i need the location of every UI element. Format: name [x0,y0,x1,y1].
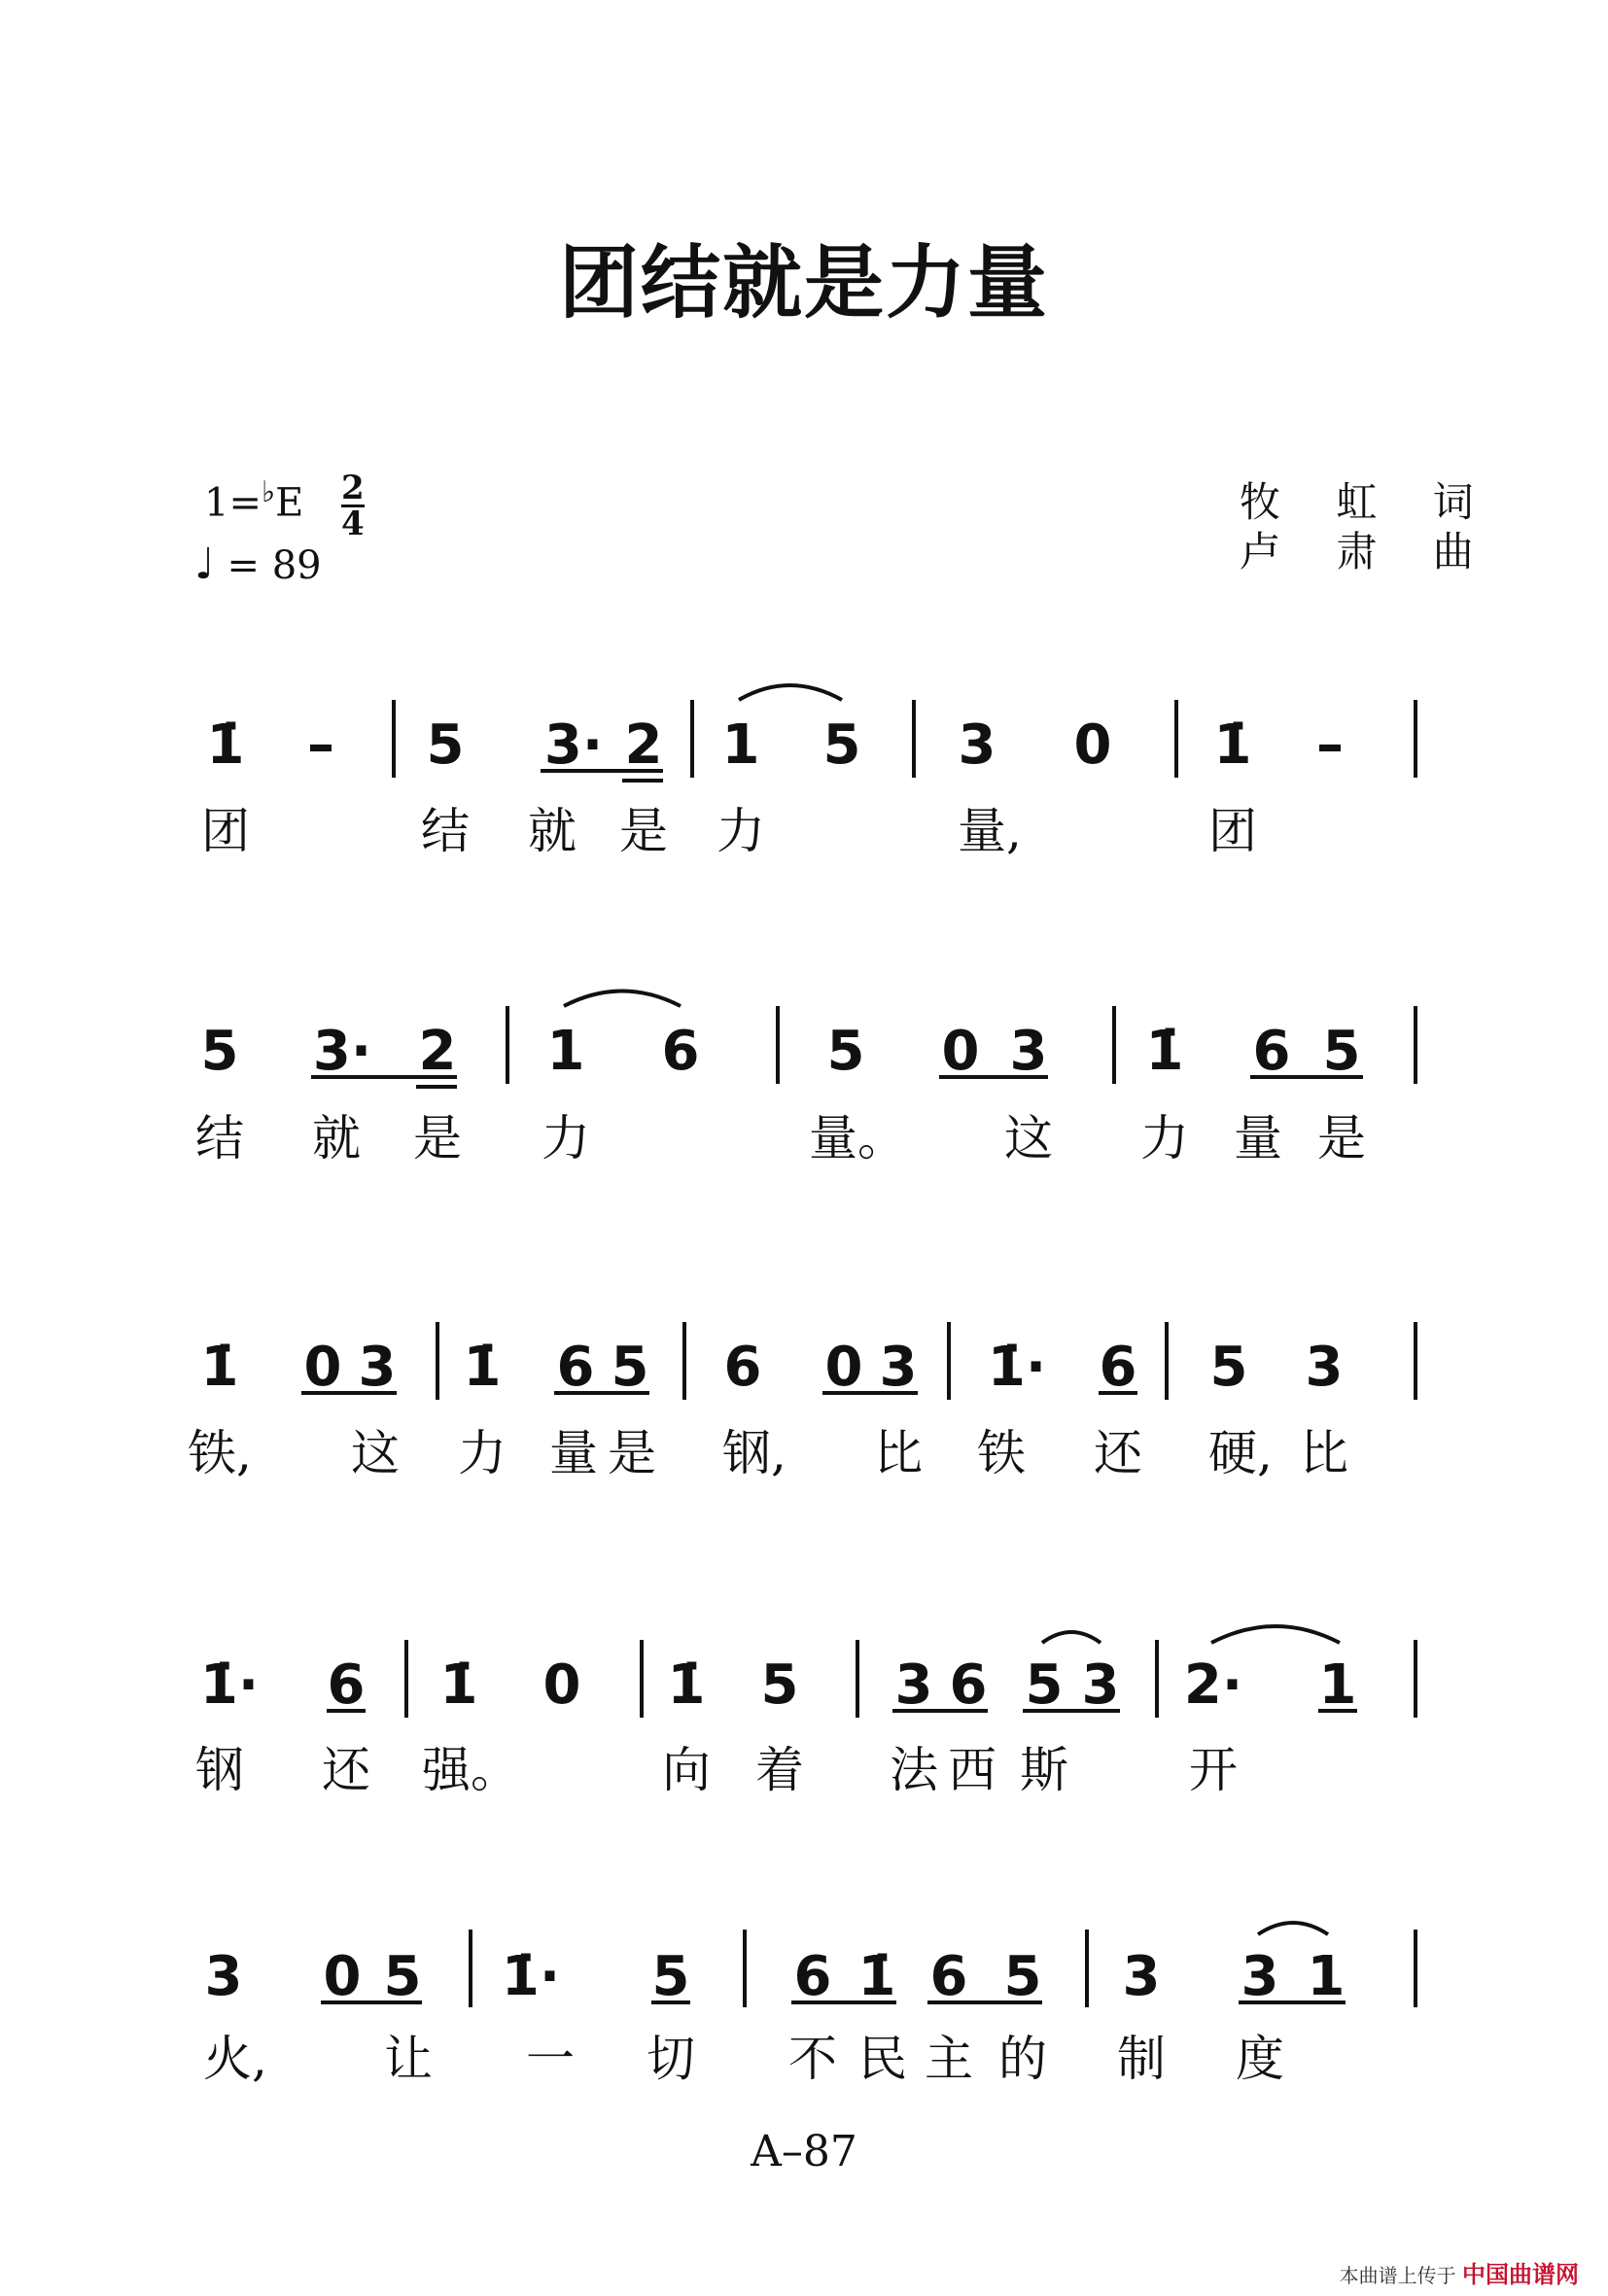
note: 1̇· [199,1653,260,1717]
composer-credit: 卢 肃 曲 [1240,528,1495,575]
lyric: 团 [1208,803,1257,859]
note: 1̇ [1213,713,1252,777]
note: 1 [546,1020,585,1083]
note: 0 [303,1336,342,1399]
note: 0 [824,1336,863,1399]
slur [1258,1923,1328,1934]
lyric: 主 [925,2031,973,2087]
quarter-note-icon: ♩ [194,539,215,589]
lyric: 切 [647,2031,695,2087]
key-letter: E [275,480,304,526]
lyric: 力 [717,803,765,859]
note: 1̇ [463,1336,502,1399]
lyric: 量 [1234,1110,1282,1166]
lyric: 西 [948,1742,996,1798]
note: 3 [894,1653,933,1717]
note: 3 [1081,1653,1120,1717]
note: 5 [1003,1945,1042,2008]
note: 5 [200,1020,239,1083]
lyric: 开 [1189,1742,1238,1798]
lyric: 量 [549,1425,598,1481]
lyric: 是 [1317,1110,1366,1166]
note: 1̇ [667,1653,706,1717]
note: 5 [1209,1336,1248,1399]
lyric: 铁, [188,1425,252,1481]
note: 3 [958,713,996,777]
lyric: 民 [858,2031,907,2087]
note: 3· [312,1020,372,1083]
lyric: 硬, [1208,1425,1273,1481]
note: 5 [826,1020,865,1083]
lyric: 还 [1094,1425,1142,1481]
note: 6 [949,1653,988,1717]
note: 3 [1009,1020,1048,1083]
lyricist-credit: 牧 虹 词 [1240,478,1495,526]
lyric: 法 [890,1742,938,1798]
note: 1̇· [501,1945,561,2008]
song-title: 团结就是力量 [558,237,1049,330]
watermark-brand: 中国曲谱网 [1462,2261,1579,2288]
lyric: 钢, [722,1425,787,1481]
note: 6 [723,1336,762,1399]
tempo-bpm: = 89 [227,543,322,588]
lyric: 是 [608,1425,656,1481]
lyric: 强。 [422,1742,519,1798]
lyric: 度 [1236,2031,1284,2087]
lyric: 让 [384,2031,433,2087]
system-3 [188,1322,1416,1481]
lyric: 铁 [977,1425,1026,1481]
tonic: 1 [204,480,229,526]
lyric: 比 [874,1425,923,1481]
lyric: 不 [788,2031,837,2087]
lyric: 力 [1140,1110,1189,1166]
lyric: 制 [1117,2031,1166,2087]
note: 6 [661,1020,700,1083]
dash: – [1316,713,1344,777]
slur [564,991,681,1007]
note: 5 [651,1945,690,2008]
note: 6 [1252,1020,1291,1083]
note: 3 [1305,1336,1344,1399]
lyric: 团 [201,803,250,859]
lyric: 火, [203,2031,267,2087]
lyric: 斯 [1020,1742,1068,1798]
lyric: 结 [195,1110,244,1166]
note: 5 [611,1336,649,1399]
flat-sign: ♭ [261,475,276,510]
lyric: 比 [1300,1425,1348,1481]
lyric: 量, [958,803,1022,859]
note: 6 [327,1653,366,1717]
note: 6 [1099,1336,1137,1399]
lyric: 力 [542,1110,590,1166]
time-denominator: 4 [341,504,365,543]
lyric: 向 [662,1742,711,1798]
note: 0 [323,1945,362,2008]
note: 5 [383,1945,422,2008]
lyric: 还 [322,1742,370,1798]
lyric: 是 [619,803,668,859]
note: 5 [1322,1020,1361,1083]
lyric: 量。 [809,1110,906,1166]
note: 5 [426,713,465,777]
note: 1 [1318,1653,1357,1717]
note: 3· [543,713,604,777]
lyric: 这 [351,1425,400,1481]
system-4 [195,1626,1416,1798]
note: 6 [556,1336,595,1399]
note: 3 [879,1336,918,1399]
site-watermark [1340,2255,1579,2289]
slur [1042,1632,1101,1643]
note: 5 [822,713,861,777]
lyric: 就 [528,803,577,859]
note: 1̇· [987,1336,1047,1399]
note: 1̇ [206,713,245,777]
system-5 [203,1923,1416,2087]
lyric: 钢 [195,1742,244,1798]
page-number: A–87 [751,2127,857,2176]
note: 6 [793,1945,832,2008]
note: 0 [542,1653,581,1717]
watermark-prefix: 本曲谱上传于 [1339,2264,1456,2287]
slur [739,685,842,700]
note: 5 [1025,1653,1064,1717]
lyric: 着 [755,1742,804,1798]
note: 5 [760,1653,799,1717]
note: 1 [721,713,760,777]
note: 3 [358,1336,397,1399]
note: 1̇ [857,1945,896,2008]
time-numerator: 2 [341,469,365,507]
note: 2· [1183,1653,1243,1717]
lyric: 这 [1004,1110,1053,1166]
note: 2 [624,713,663,777]
note: 2 [418,1020,457,1083]
note: 3 [1241,1945,1279,2008]
note: 6 [929,1945,968,2008]
note: 3 [204,1945,243,2008]
slur [1211,1626,1340,1643]
note: 1̇ [1145,1020,1184,1083]
lyric: 结 [421,803,470,859]
lyric: 力 [458,1425,507,1481]
note: 1̇ [439,1653,478,1717]
note: 1 [1307,1945,1346,2008]
lyric: 的 [998,2031,1047,2087]
system-2 [195,991,1416,1167]
note: 0 [941,1020,980,1083]
system-1 [201,685,1416,859]
lyric: 就 [312,1110,361,1166]
lyric: 是 [413,1110,462,1166]
note: 1̇ [200,1336,239,1399]
note: 0 [1073,713,1112,777]
note: 3 [1122,1945,1161,2008]
lyric: 一 [526,2031,575,2087]
dash: – [307,713,334,777]
key-signature: 1=♭E $\frac{2}{4}$ [204,469,365,543]
